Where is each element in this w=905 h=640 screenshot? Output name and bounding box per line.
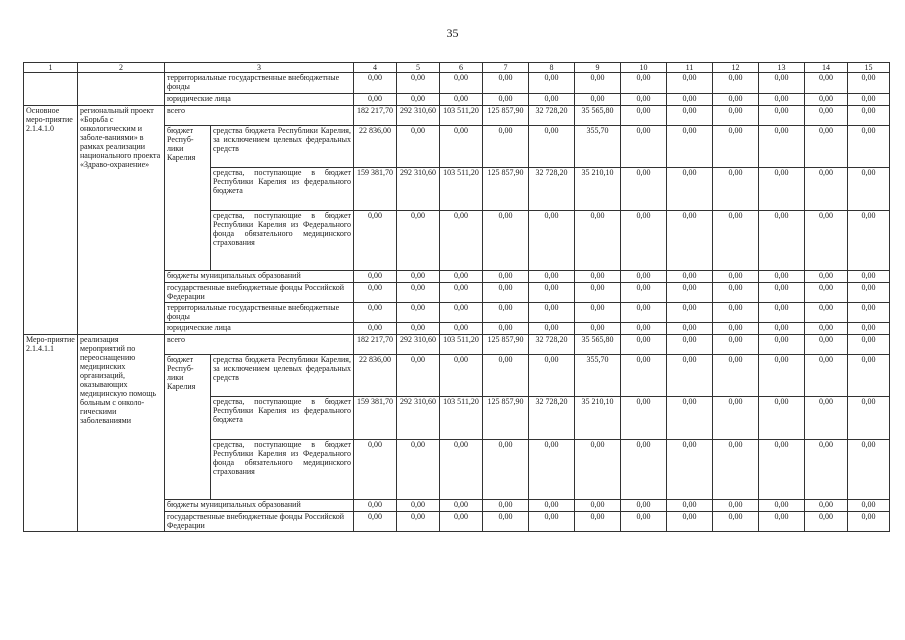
value-cell: 0,00	[483, 94, 529, 106]
column-header: 10	[621, 63, 667, 73]
source-label: всего	[165, 335, 354, 355]
value-cell: 0,00	[667, 355, 713, 397]
source-label: средства, поступающие в бюджет Республики Карелия из Федерального фонда обязательного медицинского страхования	[211, 440, 354, 500]
value-cell: 0,00	[397, 283, 440, 303]
value-cell: 0,00	[397, 355, 440, 397]
value-cell: 0,00	[848, 106, 890, 126]
value-cell: 0,00	[713, 94, 759, 106]
table-row	[24, 335, 890, 355]
source-label: территориальные государственные внебюджетные фонды	[165, 303, 354, 323]
value-cell: 0,00	[713, 323, 759, 335]
value-cell: 0,00	[667, 73, 713, 94]
value-cell: 0,00	[529, 512, 575, 532]
value-cell: 0,00	[759, 397, 805, 440]
value-cell: 0,00	[713, 303, 759, 323]
value-cell: 0,00	[529, 440, 575, 500]
source-label: средства бюджета Республики Карелия, за исключением целевых федеральных средств	[211, 126, 354, 168]
value-cell: 0,00	[805, 211, 848, 271]
column-header: 13	[759, 63, 805, 73]
value-cell: 0,00	[713, 440, 759, 500]
value-cell: 0,00	[529, 500, 575, 512]
value-cell: 0,00	[483, 283, 529, 303]
source-label: средства, поступающие в бюджет Республики Карелия из Федерального фонда обязательного медицинского страхования	[211, 211, 354, 271]
value-cell: 0,00	[440, 440, 483, 500]
value-cell: 0,00	[440, 512, 483, 532]
page-number: 35	[446, 26, 459, 40]
value-cell: 0,00	[805, 271, 848, 283]
value-cell: 0,00	[529, 283, 575, 303]
value-cell: 103 511,20	[440, 397, 483, 440]
value-cell: 0,00	[483, 211, 529, 271]
value-cell: 0,00	[848, 73, 890, 94]
value-cell: 125 857,90	[483, 335, 529, 355]
value-cell: 0,00	[848, 355, 890, 397]
value-cell: 32 728,20	[529, 335, 575, 355]
value-cell: 125 857,90	[483, 397, 529, 440]
value-cell: 0,00	[667, 94, 713, 106]
value-cell: 0,00	[759, 440, 805, 500]
value-cell: 0,00	[621, 397, 667, 440]
value-cell: 0,00	[848, 126, 890, 168]
value-cell: 0,00	[529, 271, 575, 283]
value-cell: 0,00	[805, 168, 848, 211]
value-cell: 0,00	[759, 500, 805, 512]
value-cell: 0,00	[759, 512, 805, 532]
value-cell: 0,00	[759, 211, 805, 271]
value-cell: 0,00	[759, 335, 805, 355]
value-cell: 0,00	[621, 73, 667, 94]
value-cell: 0,00	[713, 512, 759, 532]
value-cell: 0,00	[805, 355, 848, 397]
value-cell: 0,00	[667, 211, 713, 271]
column-header: 8	[529, 63, 575, 73]
source-label: средства бюджета Республики Карелия, за исключением целевых федеральных средств	[211, 355, 354, 397]
value-cell: 0,00	[713, 211, 759, 271]
value-cell: 0,00	[621, 94, 667, 106]
value-cell: 0,00	[805, 303, 848, 323]
value-cell: 0,00	[354, 512, 397, 532]
value-cell: 0,00	[440, 303, 483, 323]
value-cell: 0,00	[759, 106, 805, 126]
value-cell: 0,00	[805, 323, 848, 335]
value-cell: 0,00	[848, 303, 890, 323]
column-header: 3	[165, 63, 354, 73]
value-cell: 0,00	[759, 283, 805, 303]
source-label: средства, поступающие в бюджет Республики Карелия из федерального бюджета	[211, 397, 354, 440]
value-cell: 292 310,60	[397, 168, 440, 211]
value-cell: 0,00	[440, 94, 483, 106]
value-cell: 0,00	[483, 512, 529, 532]
value-cell: 35 565,80	[575, 106, 621, 126]
column-header: 9	[575, 63, 621, 73]
value-cell: 0,00	[713, 126, 759, 168]
value-cell: 0,00	[397, 440, 440, 500]
value-cell: 0,00	[575, 323, 621, 335]
value-cell: 0,00	[805, 106, 848, 126]
value-cell: 0,00	[759, 355, 805, 397]
value-cell: 0,00	[354, 211, 397, 271]
value-cell: 0,00	[440, 126, 483, 168]
value-cell: 0,00	[713, 168, 759, 211]
value-cell: 182 217,70	[354, 335, 397, 355]
value-cell: 0,00	[621, 106, 667, 126]
value-cell: 292 310,60	[397, 106, 440, 126]
value-cell: 0,00	[805, 126, 848, 168]
value-cell: 0,00	[848, 440, 890, 500]
value-cell: 0,00	[575, 283, 621, 303]
column-header: 7	[483, 63, 529, 73]
table-row	[24, 73, 890, 94]
value-cell: 0,00	[805, 397, 848, 440]
budget-table	[23, 62, 890, 532]
source-label: бюджеты муниципальных образований	[165, 271, 354, 283]
value-cell: 0,00	[713, 500, 759, 512]
value-cell: 0,00	[667, 323, 713, 335]
value-cell: 0,00	[440, 500, 483, 512]
source-label: государственные внебюджетные фонды Российской Федерации	[165, 283, 354, 303]
value-cell: 32 728,20	[529, 106, 575, 126]
value-cell: 0,00	[354, 303, 397, 323]
value-cell: 0,00	[713, 73, 759, 94]
value-cell: 0,00	[848, 512, 890, 532]
value-cell: 0,00	[759, 303, 805, 323]
value-cell: 0,00	[397, 73, 440, 94]
value-cell: 0,00	[759, 73, 805, 94]
value-cell: 0,00	[529, 73, 575, 94]
value-cell: 0,00	[483, 500, 529, 512]
activity-number: Основное меро-приятие 2.1.4.1.0	[24, 106, 78, 335]
value-cell: 0,00	[575, 512, 621, 532]
value-cell: 0,00	[354, 440, 397, 500]
value-cell: 0,00	[848, 94, 890, 106]
value-cell: 0,00	[848, 271, 890, 283]
value-cell: 103 511,20	[440, 335, 483, 355]
value-cell: 0,00	[713, 335, 759, 355]
value-cell: 0,00	[621, 440, 667, 500]
table-row	[24, 106, 890, 126]
column-header: 5	[397, 63, 440, 73]
activity-number: Меро-приятие 2.1.4.1.1	[24, 335, 78, 532]
column-header: 12	[713, 63, 759, 73]
value-cell: 0,00	[440, 211, 483, 271]
value-cell: 0,00	[713, 355, 759, 397]
activity-name: реализация мероприятий по переоснащению медицинских организаций, оказывающих медицинскую помощь больным с онколо-гическими заболеваниями	[78, 335, 165, 532]
value-cell: 0,00	[575, 73, 621, 94]
value-cell: 0,00	[848, 397, 890, 440]
column-header: 15	[848, 63, 890, 73]
value-cell: 0,00	[575, 500, 621, 512]
source-label: средства, поступающие в бюджет Республики Карелия из федерального бюджета	[211, 168, 354, 211]
header-row	[24, 63, 890, 73]
value-cell: 32 728,20	[529, 168, 575, 211]
value-cell: 0,00	[397, 126, 440, 168]
value-cell: 0,00	[397, 323, 440, 335]
value-cell: 0,00	[621, 355, 667, 397]
value-cell: 0,00	[483, 303, 529, 323]
value-cell: 355,70	[575, 355, 621, 397]
value-cell: 0,00	[483, 440, 529, 500]
value-cell: 0,00	[621, 335, 667, 355]
column-header: 6	[440, 63, 483, 73]
value-cell: 292 310,60	[397, 335, 440, 355]
value-cell: 0,00	[848, 283, 890, 303]
value-cell: 22 836,00	[354, 126, 397, 168]
value-cell: 0,00	[397, 512, 440, 532]
source-label: юридические лица	[165, 323, 354, 335]
value-cell: 103 511,20	[440, 106, 483, 126]
value-cell: 0,00	[667, 283, 713, 303]
source-label: территориальные государственные внебюджетные фонды	[165, 73, 354, 94]
value-cell: 0,00	[529, 126, 575, 168]
value-cell: 0,00	[621, 168, 667, 211]
value-cell: 35 210,10	[575, 168, 621, 211]
value-cell: 0,00	[354, 271, 397, 283]
value-cell: 0,00	[667, 271, 713, 283]
value-cell: 0,00	[440, 73, 483, 94]
value-cell: 0,00	[575, 94, 621, 106]
value-cell: 0,00	[667, 440, 713, 500]
value-cell: 22 836,00	[354, 355, 397, 397]
value-cell: 0,00	[667, 512, 713, 532]
value-cell: 0,00	[529, 355, 575, 397]
value-cell: 0,00	[354, 73, 397, 94]
value-cell: 0,00	[805, 283, 848, 303]
value-cell: 0,00	[397, 271, 440, 283]
value-cell: 0,00	[440, 271, 483, 283]
value-cell: 0,00	[440, 323, 483, 335]
value-cell: 0,00	[440, 355, 483, 397]
value-cell: 0,00	[397, 211, 440, 271]
value-cell: 0,00	[483, 323, 529, 335]
source-label: государственные внебюджетные фонды Российской Федерации	[165, 512, 354, 532]
value-cell: 0,00	[713, 271, 759, 283]
value-cell: 0,00	[848, 335, 890, 355]
value-cell: 0,00	[848, 323, 890, 335]
column-header: 14	[805, 63, 848, 73]
value-cell: 103 511,20	[440, 168, 483, 211]
value-cell: 0,00	[440, 283, 483, 303]
value-cell: 0,00	[621, 303, 667, 323]
value-cell: 0,00	[713, 283, 759, 303]
value-cell: 0,00	[805, 335, 848, 355]
value-cell: 125 857,90	[483, 168, 529, 211]
value-cell: 0,00	[848, 168, 890, 211]
value-cell: 0,00	[667, 397, 713, 440]
value-cell: 0,00	[621, 500, 667, 512]
source-label: всего	[165, 106, 354, 126]
value-cell: 32 728,20	[529, 397, 575, 440]
value-cell: 35 210,10	[575, 397, 621, 440]
column-header: 4	[354, 63, 397, 73]
value-cell: 0,00	[354, 94, 397, 106]
value-cell: 0,00	[354, 323, 397, 335]
value-cell: 0,00	[354, 500, 397, 512]
value-cell: 0,00	[848, 211, 890, 271]
value-cell: 355,70	[575, 126, 621, 168]
budget-subgroup: бюджет Респуб-лики Карелия	[165, 355, 211, 500]
value-cell: 0,00	[759, 271, 805, 283]
value-cell: 0,00	[759, 323, 805, 335]
value-cell: 0,00	[397, 303, 440, 323]
value-cell: 159 381,70	[354, 168, 397, 211]
value-cell: 0,00	[667, 168, 713, 211]
value-cell: 0,00	[621, 211, 667, 271]
column-header: 11	[667, 63, 713, 73]
value-cell: 0,00	[759, 168, 805, 211]
activity-name: региональный проект «Борьба с онкологическим и заболе-ваниями» в рамках реализации национального проекта «Здраво-охранение»	[78, 106, 165, 335]
value-cell: 0,00	[667, 335, 713, 355]
value-cell: 0,00	[529, 303, 575, 323]
value-cell: 0,00	[575, 211, 621, 271]
column-header: 2	[78, 63, 165, 73]
value-cell: 0,00	[759, 126, 805, 168]
empty-cell	[24, 73, 78, 106]
value-cell: 0,00	[575, 271, 621, 283]
value-cell: 0,00	[397, 94, 440, 106]
value-cell: 0,00	[805, 440, 848, 500]
value-cell: 0,00	[621, 283, 667, 303]
value-cell: 0,00	[529, 211, 575, 271]
value-cell: 0,00	[667, 106, 713, 126]
value-cell: 0,00	[848, 500, 890, 512]
value-cell: 0,00	[667, 126, 713, 168]
value-cell: 0,00	[805, 94, 848, 106]
value-cell: 0,00	[759, 94, 805, 106]
value-cell: 182 217,70	[354, 106, 397, 126]
value-cell: 0,00	[621, 271, 667, 283]
value-cell: 0,00	[805, 512, 848, 532]
budget-subgroup: бюджет Респуб-лики Карелия	[165, 126, 211, 271]
value-cell: 0,00	[529, 323, 575, 335]
value-cell: 125 857,90	[483, 106, 529, 126]
value-cell: 292 310,60	[397, 397, 440, 440]
value-cell: 0,00	[621, 126, 667, 168]
value-cell: 0,00	[621, 323, 667, 335]
value-cell: 0,00	[397, 500, 440, 512]
value-cell: 0,00	[529, 94, 575, 106]
value-cell: 159 381,70	[354, 397, 397, 440]
value-cell: 0,00	[483, 271, 529, 283]
value-cell: 0,00	[621, 512, 667, 532]
value-cell: 0,00	[713, 397, 759, 440]
value-cell: 0,00	[483, 126, 529, 168]
value-cell: 0,00	[667, 500, 713, 512]
value-cell: 0,00	[354, 283, 397, 303]
value-cell: 35 565,80	[575, 335, 621, 355]
value-cell: 0,00	[805, 73, 848, 94]
value-cell: 0,00	[575, 440, 621, 500]
empty-cell	[78, 73, 165, 106]
source-label: бюджеты муниципальных образований	[165, 500, 354, 512]
value-cell: 0,00	[805, 500, 848, 512]
value-cell: 0,00	[667, 303, 713, 323]
value-cell: 0,00	[575, 303, 621, 323]
source-label: юридические лица	[165, 94, 354, 106]
value-cell: 0,00	[713, 106, 759, 126]
value-cell: 0,00	[483, 355, 529, 397]
value-cell: 0,00	[483, 73, 529, 94]
column-header: 1	[24, 63, 78, 73]
